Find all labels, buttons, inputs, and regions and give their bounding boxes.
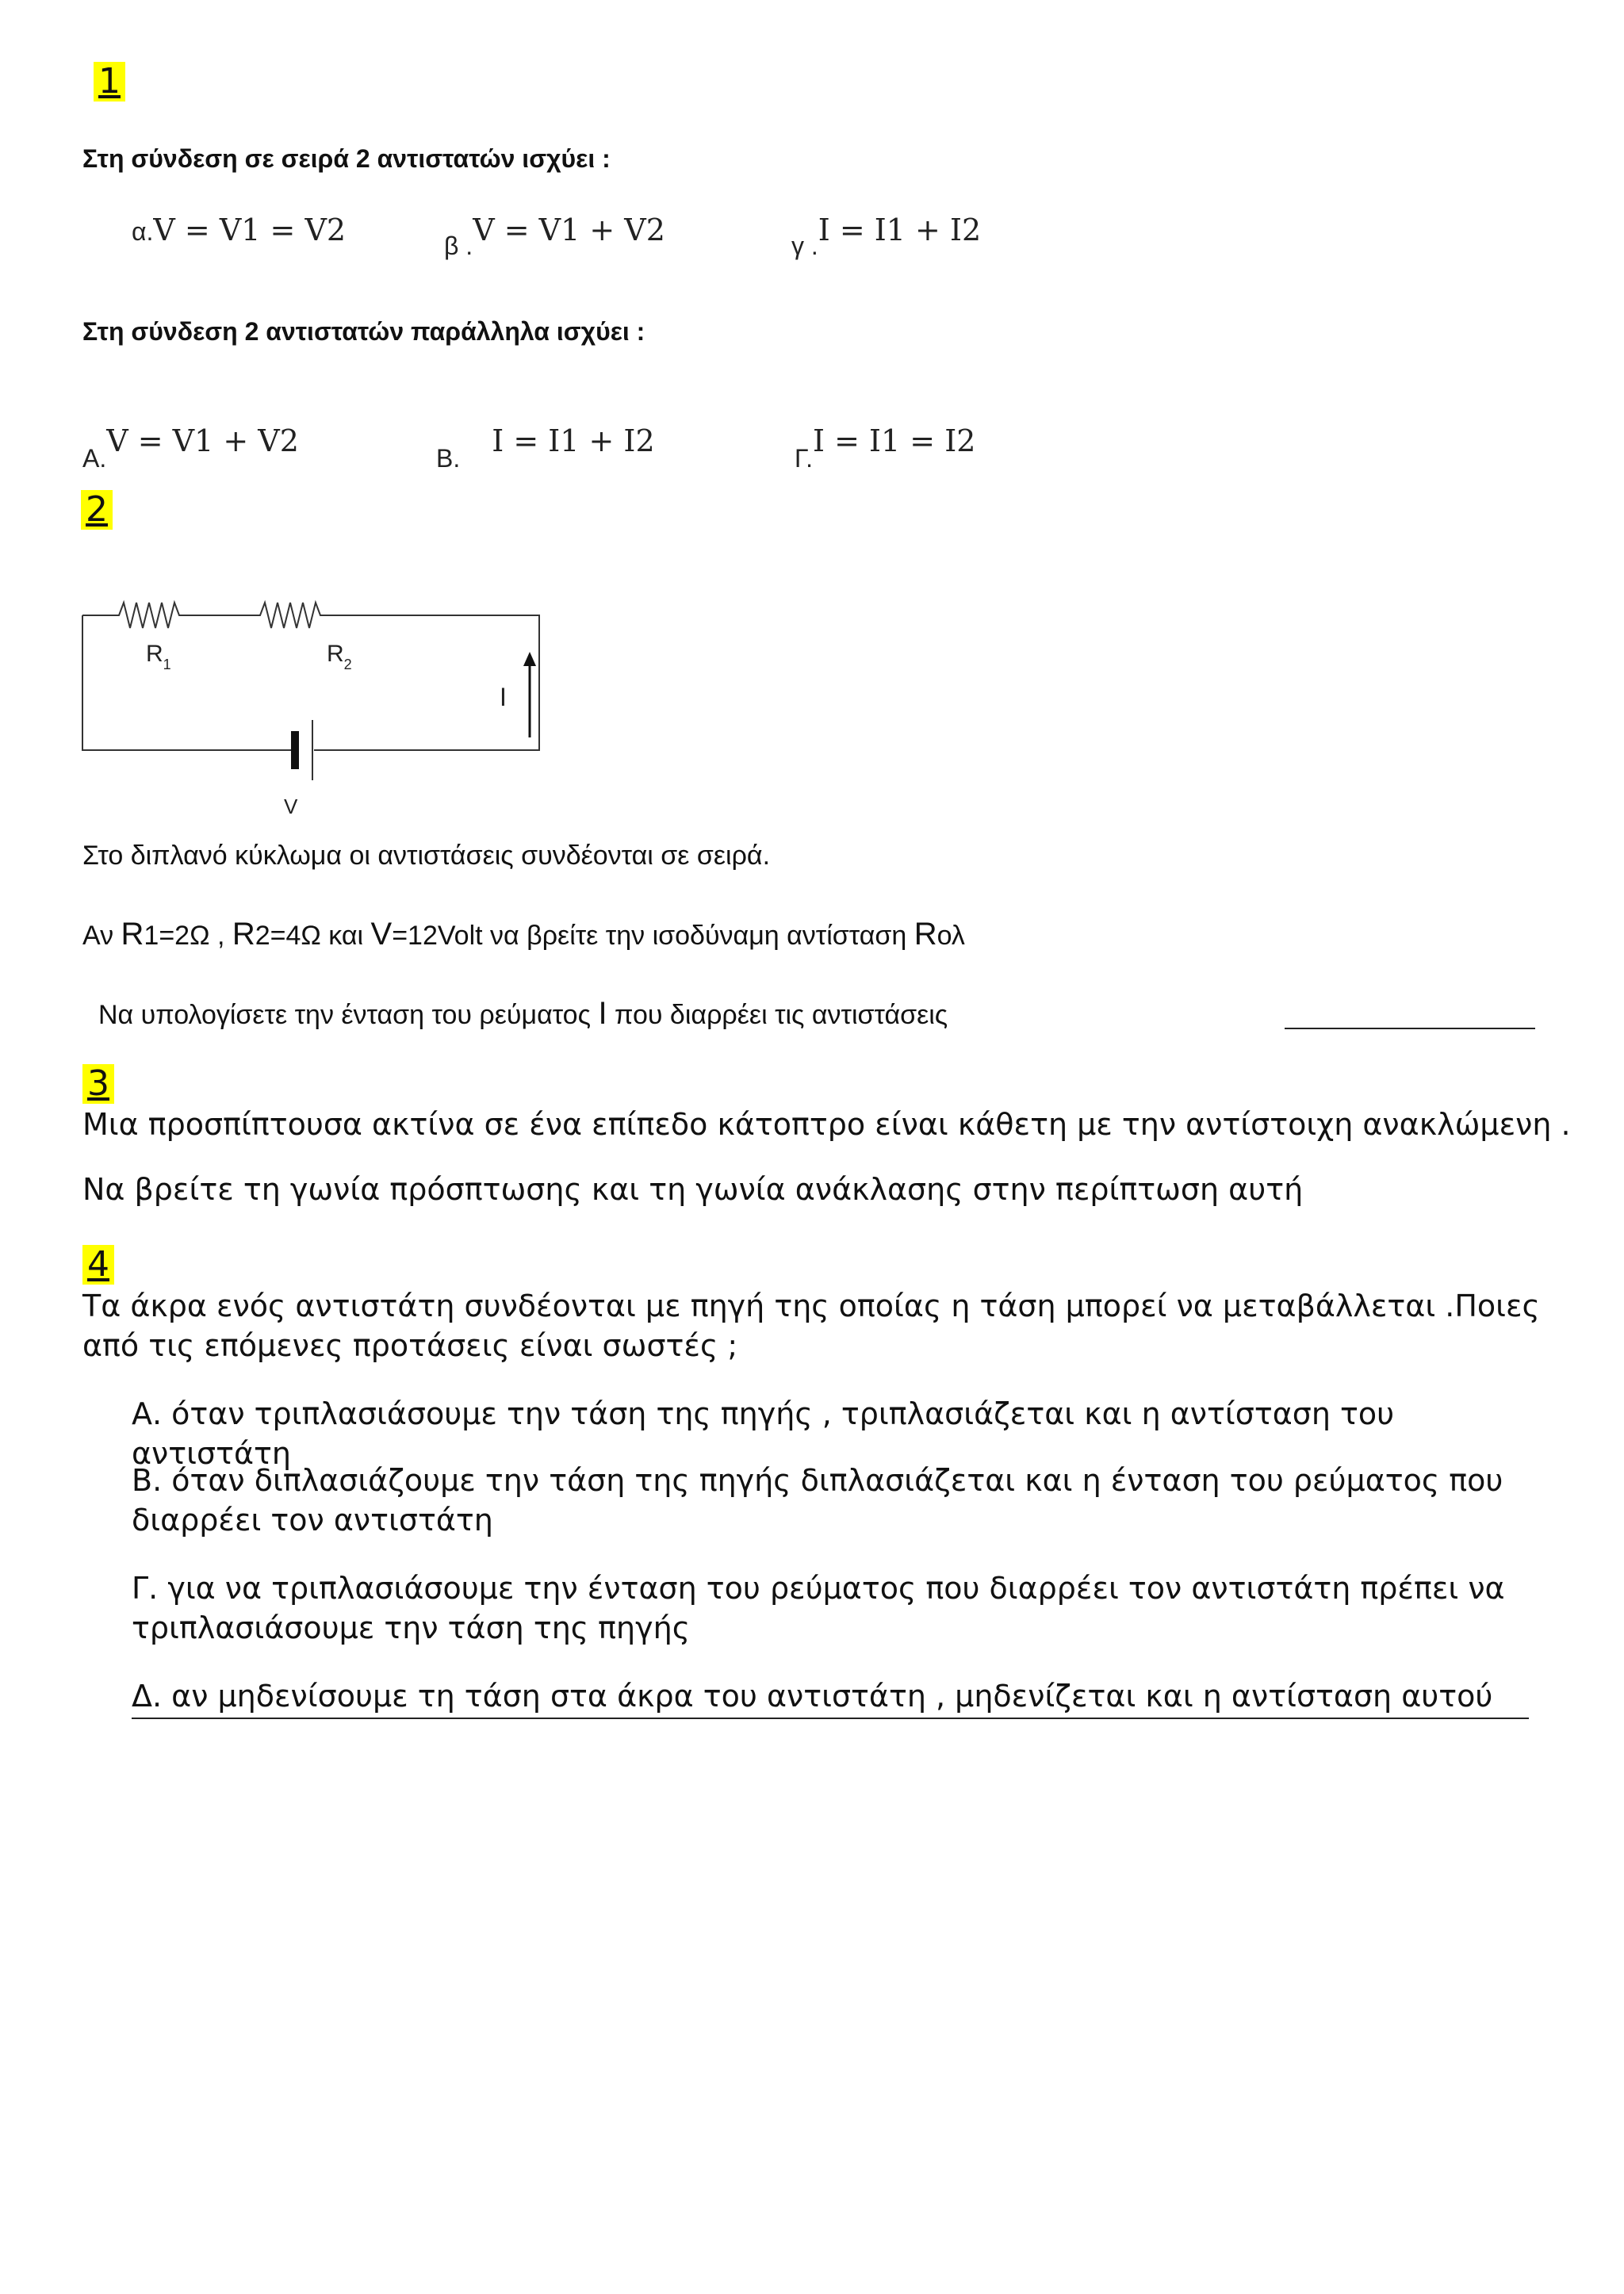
parallel-heading: Στη σύνδεση 2 αντιστατών παράλληλα ισχύει : <box>82 317 645 346</box>
r2-label: $R_2$ <box>327 641 352 672</box>
text-fragment: 2=4Ω και <box>255 921 371 951</box>
text-fragment: Να υπολογίσετε την ένταση του ρεύματος <box>98 1000 599 1030</box>
symbol-r2: R <box>232 917 255 952</box>
symbol-v: V <box>370 917 393 952</box>
current-label: I <box>500 683 507 711</box>
resistor-r1 <box>103 603 214 628</box>
q4-intro: Τα άκρα ενός αντιστάτη συνδέονται με πηγή της οποίας η τάση μπορεί να μεταβάλλεται .Ποιες από τις επόμενες προτάσεις είναι σωστές ; <box>82 1289 1540 1363</box>
series-option-a <box>132 213 346 247</box>
option-formula: V = V1 = V2 <box>153 213 347 247</box>
parallel-option-b <box>436 423 655 473</box>
symbol-req: R <box>914 917 937 952</box>
voltage-label: V <box>284 795 298 818</box>
r1-label: $R_1$ <box>146 641 171 672</box>
q4-option-a: Α. όταν τριπλασιάσουμε την τάση της πηγής , τριπλασιάζεται και η αντίσταση του αντιστάτη <box>132 1396 1395 1471</box>
answer-line-end <box>1527 1028 1535 1029</box>
q4-option-b: Β. όταν διπλασιάζουμε την τάση της πηγής διπλασιάζεται και η ένταση του ρεύματος που διαρρέει τον αντιστάτη <box>132 1463 1503 1538</box>
question-number-4: 4 <box>82 1245 114 1285</box>
symbol-r1: R <box>121 917 144 952</box>
series-option-c <box>791 213 982 260</box>
text-fragment: που διαρρέει τις αντιστάσεις <box>607 1000 948 1030</box>
parallel-option-a <box>82 423 299 473</box>
question-number-3: 3 <box>82 1064 114 1104</box>
option-formula: I = I1 + I2 <box>818 213 982 247</box>
option-label: Α. <box>82 444 107 473</box>
text-fragment: 1=2Ω , <box>144 921 232 951</box>
resistor-r2 <box>214 603 365 628</box>
q3-question: Να βρείτε τη γωνία πρόσπτωσης και τη γωνία ανάκλασης στην περίπτωση αυτή <box>82 1172 1304 1207</box>
current-arrow-head <box>523 652 536 666</box>
q3-statement: Μια προσπίπτουσα ακτίνα σε ένα επίπεδο κάτοπτρο είναι κάθετη με την αντίστοιχη ανακλώμενη . <box>82 1107 1571 1142</box>
option-formula: I = I1 = I2 <box>813 423 976 458</box>
option-formula: V = V1 + V2 <box>106 423 299 458</box>
series-heading: Στη σύνδεση σε σειρά 2 αντιστατών ισχύει : <box>82 144 611 173</box>
symbol-i: I <box>598 996 607 1031</box>
q4-bottom-rule <box>132 1718 1529 1719</box>
option-label: Β. <box>436 444 461 473</box>
q4-option-d: Δ. αν μηδενίσουμε τη τάση στα άκρα του αντιστάτη , μηδενίζεται και η αντίσταση αυτού <box>132 1679 1493 1714</box>
option-label: Γ. <box>795 444 813 473</box>
option-label: β . <box>444 232 473 260</box>
text-fragment: Αν <box>82 921 121 951</box>
q2-current-question <box>98 996 948 1032</box>
question-number-1: 1 <box>94 62 125 101</box>
text-fragment: =12Volt να βρείτε την ισοδύναμη αντίσταση <box>392 921 914 951</box>
option-formula: V = V1 + V2 <box>473 213 665 247</box>
question-number-2: 2 <box>81 490 113 530</box>
q2-given-values <box>82 917 965 952</box>
answer-line <box>1285 1028 1532 1029</box>
option-formula: I = I1 + I2 <box>492 423 655 458</box>
text-fragment: ολ <box>936 921 965 951</box>
q4-option-c: Γ. για να τριπλασιάσουμε την ένταση του ρεύματος που διαρρέει τον αντιστάτη πρέπει να τριπλασιάσουμε την τάση της πηγής <box>132 1571 1505 1645</box>
parallel-option-c <box>795 423 976 473</box>
option-label: γ . <box>791 232 818 260</box>
series-option-b <box>444 213 665 260</box>
circuit-wire-left <box>82 615 295 750</box>
series-circuit-diagram <box>71 587 547 825</box>
option-label: α. <box>132 217 154 246</box>
q2-statement: Στο διπλανό κύκλωμα οι αντιστάσεις συνδέονται σε σειρά. <box>82 841 771 871</box>
